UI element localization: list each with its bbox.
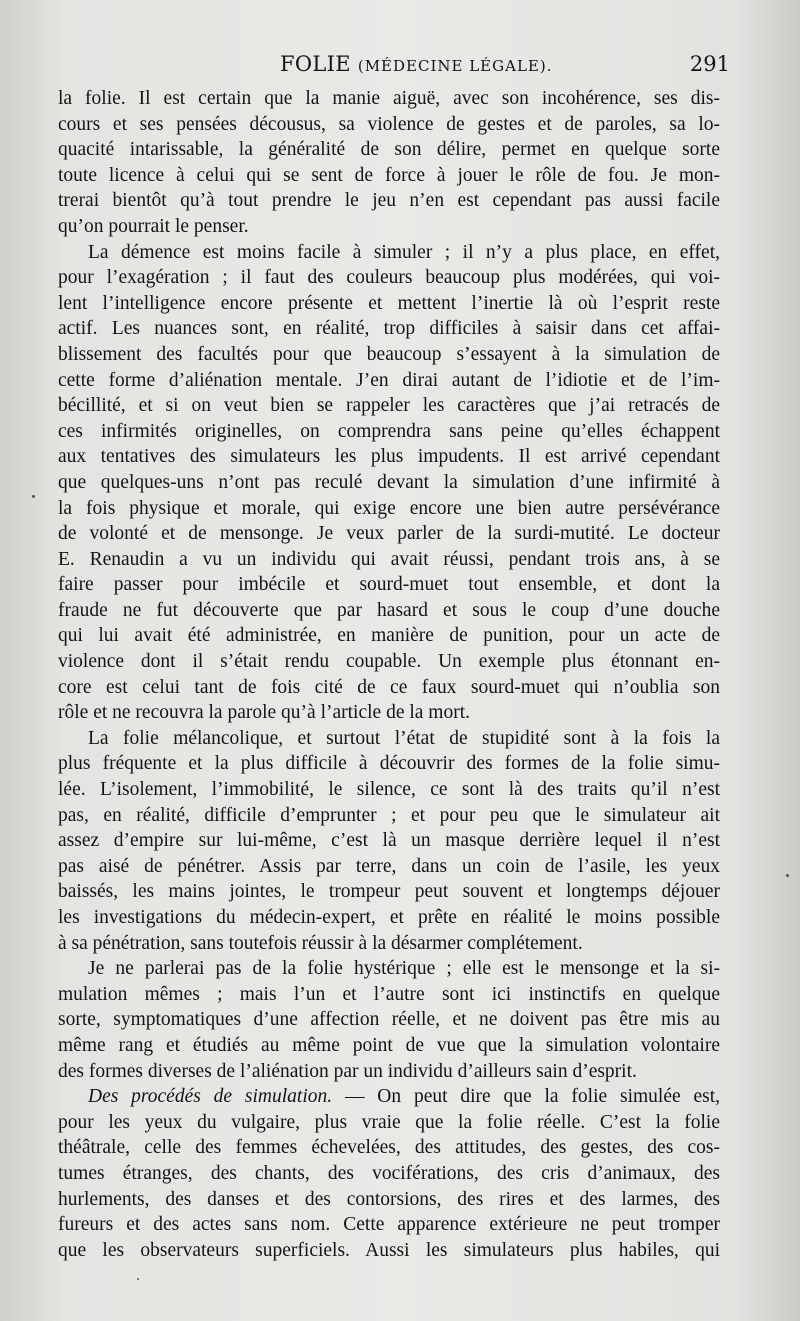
page-number: 291 [689,52,730,76]
text-line: baissés, les mains jointes, le trompeur peut souvent et longtemps déjouer [58,881,720,903]
text-line: fraude ne fut découverte que par hasard et sous le coup d’une douche [58,599,720,621]
running-title-main: FOLIE [280,52,351,76]
text-line: cours et ses pensées décousus, sa violence de gestes et de paroles, sa lo- [58,113,720,135]
running-header [58,52,760,82]
text-line: violence dont il s’était rendu coupable. Un exemple plus étonnant en- [58,651,720,673]
text-line: actif. Les nuances sont, en réalité, trop difficiles à saisir dans cet affai- [58,318,720,340]
text-line: pour l’exagération ; il faut des couleurs beaucoup plus modérées, qui voi- [58,267,720,289]
text-line: blissement des facultés pour que beaucoup s’essayent à la simulation de [58,343,720,365]
text-line: La démence est moins facile à simuler ; il n’y a plus place, en effet, [88,241,720,263]
text-line: aux tentatives des simulateurs les plus impudents. Il est arrivé cependant [58,446,720,468]
text-line: pas aisé de pénétrer. Assis par terre, dans un coin de l’asile, les yeux [58,855,720,877]
text-run: — On peut dire que la folie simulée est, [332,1086,720,1108]
text-line: toute licence à celui qui se sent de force à jouer le rôle de fou. Je mon- [58,164,720,186]
text-line: même rang et étudiés au même point de vue que la simulation volontaire [58,1034,720,1056]
text-line: de volonté et de mensonge. Je veux parler de la surdi-mutité. Le docteur [58,523,720,545]
text-line: cette forme d’aliénation mentale. J’en dirai autant de l’idiotie et de l’im- [58,369,720,391]
text-line [58,1084,720,1110]
margin-speck [786,874,789,877]
text-line: bécillité, et si on veut bien se rappeler les caractères que j’ai retracés de [58,395,720,417]
text-line: les investigations du médecin-expert, et prête en réalité le moins possible [58,907,720,928]
text-line: E. Renaudin a vu un individu qui avait réussi, pendant trois ans, à se [58,548,720,570]
text-line: théâtrale, celle des femmes échevelées, des attitudes, des gestes, des cos- [58,1137,720,1159]
text-line: tumes étranges, des chants, des vociférations, des cris d’animaux, des [58,1162,720,1184]
italic-heading: Des procédés de simulation. [88,1086,333,1108]
text-line: pour les yeux du vulgaire, plus vraie que la folie réelle. C’est la folie [58,1111,720,1133]
text-line: ces infirmités originelles, on comprendra sans peine qu’elles échappent [58,420,720,442]
margin-speck [32,495,35,498]
text-line: que quelques-uns n’ont pas reculé devant la simulation d’une infirmité à [58,471,720,493]
text-line: hurlements, des danses et des contorsions, des rires et des larmes, des [58,1188,720,1210]
text-line: fureurs et des actes sans nom. Cette apparence extérieure ne peut tromper [58,1214,720,1236]
text-line: faire passer pour imbécile et sourd-muet tout ensemble, et dont la [58,574,720,596]
text-line: la fois physique et morale, qui exige encore une bien autre persévérance [58,497,720,519]
text-line: trerai bientôt qu’à tout prendre le jeu n’en est cependant pas aussi facile [58,190,720,212]
text-line: core est celui tant de fois cité de ce faux sourd-muet qui n’oublia son [58,676,720,698]
text-line: sorte, symptomatiques d’une affection réelle, et ne doivent pas être mis au [58,1009,720,1031]
running-title [280,52,552,76]
text-line: La folie mélancolique, et surtout l’état de stupidité sont à la fois la [88,727,720,749]
text-line: mulation mêmes ; mais l’un et l’autre sont ici instinctifs en quelque [58,983,720,1005]
text-line: Je ne parlerai pas de la folie hystérique ; elle est le mensonge et la si- [88,958,720,980]
text-line: qui lui avait été administrée, en manière de punition, pour un acte de [58,625,720,647]
text-line: pas, en réalité, difficile d’emprunter ; et pour peu que le simulateur ait [58,804,720,826]
text-line: qu’on pourrait le penser. [58,215,249,237]
margin-speck [137,1278,139,1280]
text-line: lent l’intelligence encore présente et mettent l’inertie là où l’esprit reste [58,292,720,314]
text-line: la folie. Il est certain que la manie aiguë, avec son incohérence, ses dis- [58,88,720,109]
text-line: lée. L’isolement, l’immobilité, le silence, ce sont là des traits qu’il n’est [58,779,720,801]
text-line: des formes diverses de l’aliénation par un individu d’ailleurs sain d’esprit. [58,1060,637,1082]
text-line: assez d’empire sur lui-même, c’est là un masque derrière lequel il n’est [58,830,720,852]
text-line: rôle et ne recouvra la parole qu’à l’article de la mort. [58,702,470,724]
text-line: que les observateurs superficiels. Aussi les simulateurs plus habiles, qui [58,1239,720,1261]
text-line: quacité intarissable, la généralité de son délire, permet en quelque sorte [58,139,720,161]
running-title-subtitle: (MÉDECINE LÉGALE). [357,57,553,75]
body-text [58,86,720,1263]
text-line: plus fréquente et la plus difficile à découvrir des formes de la folie simu- [58,753,720,775]
text-line: à sa pénétration, sans toutefois réussir à la désarmer complétement. [58,932,583,954]
